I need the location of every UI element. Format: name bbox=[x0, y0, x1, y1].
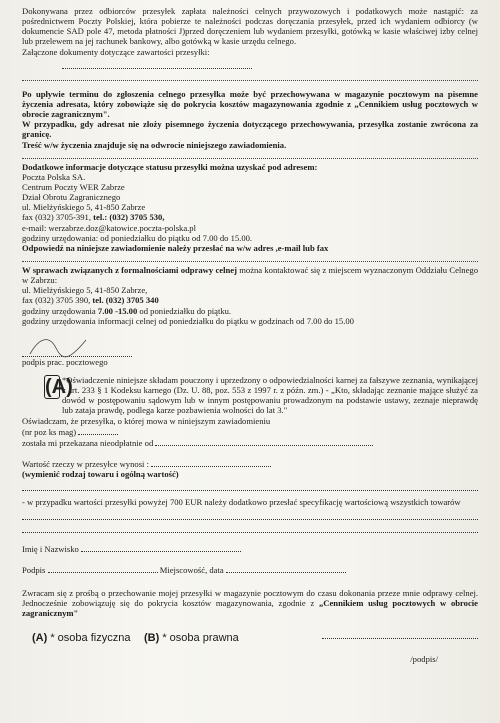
customs-hours-post: od poniedziałku do piątku. bbox=[137, 305, 232, 316]
specification-line-1[interactable] bbox=[22, 511, 478, 520]
free-of-charge-label: została mi przekazana nieodpłatnie od bbox=[22, 437, 154, 448]
postal-tel: tel.: (032) 3705 530, bbox=[93, 212, 165, 223]
postal-fax: fax (032) 3705-391, bbox=[22, 212, 91, 223]
declaration-storage-number[interactable] bbox=[22, 426, 478, 437]
customs-fax-tel bbox=[22, 295, 478, 305]
attached-documents-line[interactable] bbox=[62, 60, 478, 71]
customs-fax: fax (032) 3705 390, bbox=[22, 295, 91, 306]
postal-line: Poczta Polska SA. bbox=[22, 171, 86, 182]
postal-worker-signature-label: podpis prac. pocztowego bbox=[22, 356, 108, 367]
storage-number-label: (nr poz ks mag) bbox=[22, 426, 77, 437]
final-signature-label: /podpis/ bbox=[410, 654, 438, 665]
place-date-line[interactable] bbox=[226, 564, 346, 573]
value-field[interactable] bbox=[22, 458, 478, 469]
option-a-label: * osoba fizyczna bbox=[50, 632, 131, 645]
payment-info-paragraph: Dokonywana przez odbiorców przesyłek zapłata należności celnych przywozowych i podatkowych może nastąpić: za pośrednictwem Poczty Polskiej, która pobierze te należności podczas doręczania przesyłek, przed ich wydaniem odbiorcy (w dokumencie SAD pole 47, metoda płatności J)przed doręczeniem lub wydaniem przesyłki, gotówką w kasie właściwej izby celnej lub przelewem na jej rachunek bankowy, albo gotówką w kasie urzędu celnego. bbox=[22, 6, 478, 47]
customs-tel: tel. (032) 3705 340 bbox=[92, 295, 159, 306]
return-paragraph: W przypadku, gdy adresat nie złoży pisemnego życzenia dotyczącego przechowywania, przesyłka zostanie zwrócona za granicę. bbox=[22, 119, 478, 140]
signature-place-row bbox=[22, 564, 478, 575]
name-field[interactable] bbox=[22, 543, 478, 554]
declaration-block bbox=[22, 375, 478, 448]
customs-hours bbox=[22, 306, 478, 316]
separator-line bbox=[22, 158, 478, 159]
storage-request-bold: „Cennikiem usług pocztowych w obrocie zagranicznym" bbox=[22, 597, 478, 618]
postal-email: e-mail: werzabrze.doz@katowice.poczta-polska.pl bbox=[22, 222, 196, 233]
value-note: (wymienić rodzaj towaru i ogólną wartość) bbox=[22, 469, 179, 480]
specification-line-2[interactable] bbox=[22, 524, 478, 533]
podpis-label: Podpis bbox=[22, 565, 46, 576]
customs-intro-bold: W sprawach związanych z formalnościami odprawy celnej bbox=[22, 264, 237, 275]
customs-hours-bold: 7.00 -15.00 bbox=[97, 305, 138, 316]
declaration-marker: (A) bbox=[45, 375, 73, 398]
over-700-eur-note: - w przypadku wartości przesyłki powyżej 700 EUR należy dodatkowo przesłać specyfikację wartościową wszystkich towarów bbox=[22, 497, 461, 508]
option-b-mark: (B) bbox=[144, 632, 160, 645]
separator-line bbox=[22, 80, 478, 81]
final-signature-line[interactable] bbox=[322, 630, 478, 639]
podpis-line[interactable] bbox=[48, 564, 158, 573]
customs-hours-pre: godziny urzędowania bbox=[22, 305, 98, 316]
value-label: Wartość rzeczy w przesyłce wynosi : bbox=[22, 458, 149, 469]
storage-request-paragraph bbox=[22, 588, 478, 618]
option-b-label: * osoba prawna bbox=[162, 632, 239, 645]
postal-hours: godziny urzędowania: od poniedziałku do piątku od 7.00 do 15.00. bbox=[22, 232, 253, 243]
customs-line: ul. Mielżyńskiego 5, 41-850 Zabrze, bbox=[22, 285, 148, 296]
option-legal-person[interactable] bbox=[144, 632, 239, 645]
declaration-free-of-charge[interactable] bbox=[22, 437, 478, 448]
place-date-label: Miejscowość, data bbox=[159, 565, 224, 576]
postal-line: Dział Obrotu Zagranicznego bbox=[22, 192, 121, 203]
declaration-paragraph: *Oświadczenie niniejsze składam pouczony i uprzedzony o odpowiedzialności karnej za fałszywe zeznania, wynikającej z art. 233 § 1 Kodeksu karnego (Dz. U. 88, poz. 553 z 1997 r. z późn. zm.) - „Kto, składając zeznanie mające służyć za dowód w postępowaniu sądowym lub w innym postępowaniu prowadzonym na podstawie ustawy, zeznaje nieprawdę lub zataja prawdę, podlega karze pozbawienia wolności do lat 3." bbox=[62, 374, 478, 416]
declaration-statement: Oświadczam, że przesyłka, o której mowa w niniejszym zawiadomieniu bbox=[22, 415, 271, 426]
attached-documents-label: Załączone dokumenty dotyczące zawartości przesyłki: bbox=[22, 46, 210, 57]
customs-info-hours: godziny urzędowania informacji celnej od poniedziałku do piątku w godzinach od 7.00 do 15.00 bbox=[22, 315, 354, 326]
postal-contact-heading: Dodatkowe informacje dotyczące statusu przesyłki można uzyskać pod adresem: bbox=[22, 161, 318, 172]
name-label: Imię i Nazwisko bbox=[22, 544, 79, 555]
postal-fax-tel bbox=[22, 212, 478, 222]
option-natural-person[interactable] bbox=[32, 632, 130, 645]
separator-line bbox=[22, 261, 478, 262]
postal-worker-signature-field[interactable] bbox=[22, 348, 162, 367]
customs-contact-intro bbox=[22, 265, 478, 285]
customs-intro-rest: można kontaktować się z miejscem wyznaczonym Oddziału Celnego w Zabrzu: bbox=[22, 264, 478, 286]
send-reply-note: Odpowiedź na niniejsze zawiadomienie należy przesłać na w/w adres ,e-mail lub fax bbox=[22, 242, 329, 253]
storage-paragraph: Po upływie terminu do zgłoszenia celnego przesyłka może być przechowywana w magazynie pocztowym na pisemne życzenia adresata, który zobowiąże się do pokrycia kosztów magazynowania zgodnie z „Cennikiem usług pocztowych w obrocie zagranicznym". bbox=[22, 88, 478, 120]
storage-request-text: Zwracam się z prośbą o przechowanie mojej przesyłki w magazynie pocztowym do czasu dokonania przeze mnie odprawy celnej. Jednocześnie zobowiązuję się do pokrycia kosztów magazynowania, zgodnie z bbox=[22, 587, 478, 608]
option-a-mark: (A) bbox=[32, 632, 48, 645]
value-line[interactable] bbox=[22, 482, 478, 491]
postal-line: ul. Mielżyńskiego 5, 41-850 Zabrze bbox=[22, 202, 146, 213]
postal-line: Centrum Poczty WER Zabrze bbox=[22, 181, 125, 192]
reverse-note: Treść w/w życzenia znajduje się na odwrocie niniejszego zawiadomienia. bbox=[22, 139, 287, 150]
person-type-row bbox=[22, 630, 478, 654]
